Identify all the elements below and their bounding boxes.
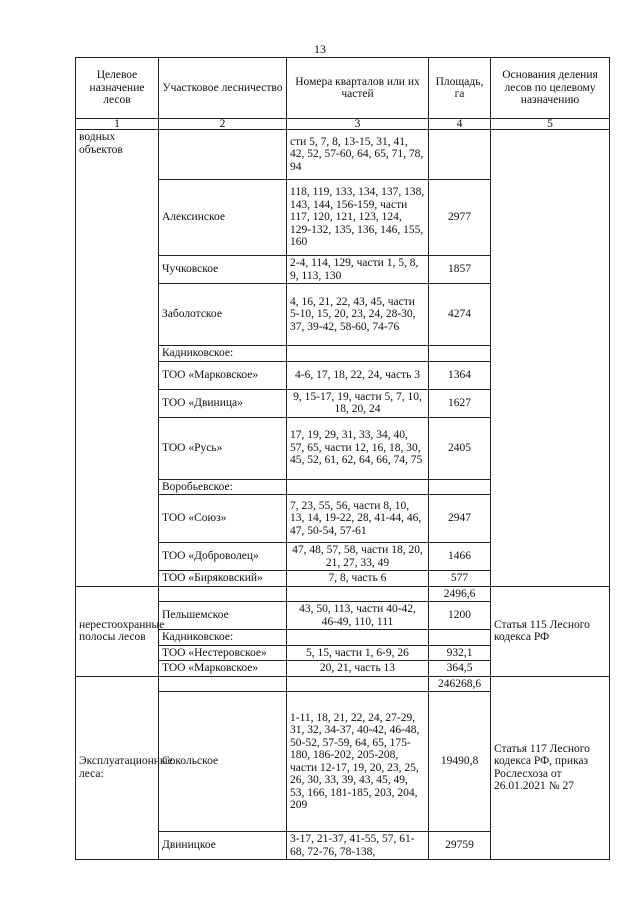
column-number-row — [76, 119, 610, 130]
area-cell: 19490,8 — [429, 692, 491, 832]
header-basis: Основания деления лесов по целевому назначению — [491, 58, 610, 119]
quarters-cell: сти 5, 7, 8, 13-15, 31, 41, 42, 52, 57-60, 64, 65, 71, 78, 94 — [287, 130, 429, 180]
area-cell: 2405 — [429, 417, 491, 479]
quarters-cell — [287, 676, 429, 692]
district-cell: Кадниковское: — [159, 346, 287, 362]
quarters-cell: 20, 21, часть 13 — [287, 661, 429, 677]
area-cell — [429, 630, 491, 646]
quarters-cell: 43, 50, 113, части 40-42, 46-49, 110, 111 — [287, 602, 429, 630]
quarters-cell — [287, 630, 429, 646]
header-purpose: Целевое назначение лесов — [76, 58, 159, 119]
area-cell: 4274 — [429, 284, 491, 346]
column-number: 1 — [76, 119, 159, 130]
area-total-cell: 246268,6 — [429, 676, 491, 692]
district-cell: ТОО «Нестеровское» — [159, 645, 287, 661]
header-quarters: Номера кварталов или их частей — [287, 58, 429, 119]
quarters-cell: 7, 8, часть 6 — [287, 571, 429, 587]
district-cell: ТОО «Двиница» — [159, 389, 287, 417]
district-cell: Двиницкое — [159, 832, 287, 860]
area-cell: 29759 — [429, 832, 491, 860]
district-cell: ТОО «Марковское» — [159, 361, 287, 389]
area-cell — [429, 346, 491, 362]
district-cell: Чучковское — [159, 256, 287, 284]
basis-cell: Статья 117 Лесного кодекса РФ, приказ Рослесхоза от 26.01.2021 № 27 — [491, 676, 610, 860]
quarters-cell — [287, 586, 429, 602]
district-cell: ТОО «Доброволец» — [159, 543, 287, 571]
district-cell: Заболотское — [159, 284, 287, 346]
quarters-cell — [287, 346, 429, 362]
area-cell: 1627 — [429, 389, 491, 417]
header-area: Площадь, га — [429, 58, 491, 119]
forest-purpose-table — [75, 57, 610, 860]
area-cell: 1466 — [429, 543, 491, 571]
district-cell: Кадниковское: — [159, 630, 287, 646]
area-cell: 2977 — [429, 180, 491, 256]
quarters-cell: 4-6, 17, 18, 22, 24, часть 3 — [287, 361, 429, 389]
column-number: 4 — [429, 119, 491, 130]
area-cell — [429, 130, 491, 180]
quarters-cell: 3-17, 21-37, 41-55, 57, 61-68, 72-76, 78-138, — [287, 832, 429, 860]
area-cell: 932,1 — [429, 645, 491, 661]
district-cell: Воробьевское: — [159, 479, 287, 495]
basis-cell — [491, 130, 610, 587]
quarters-cell — [287, 479, 429, 495]
purpose-cell: водных объектов — [76, 130, 159, 587]
column-number: 5 — [491, 119, 610, 130]
district-cell: Алексинское — [159, 180, 287, 256]
area-cell: 364,5 — [429, 661, 491, 677]
district-cell: Сокольское — [159, 692, 287, 832]
quarters-cell: 2-4, 114, 129, части 1, 5, 8, 9, 113, 130 — [287, 256, 429, 284]
purpose-cell: нерестоохранные полосы лесов — [76, 586, 159, 676]
quarters-cell: 1-11, 18, 21, 22, 24, 27-29, 31, 32, 34-37, 40-42, 46-48, 50-52, 57-59, 64, 65, 175-180, 186-202, 205-208, части 12-17, 19, 20, 23, 25, 26, 30, 33, 39, 43, 45, 49, 53, 166, 181-185, 203, 204, 209 — [287, 692, 429, 832]
page-number: 13 — [314, 42, 326, 56]
purpose-cell: Эксплуатационные леса: — [76, 676, 159, 860]
table-row — [76, 586, 610, 602]
header-district: Участковое лесничество — [159, 58, 287, 119]
district-cell — [159, 130, 287, 180]
quarters-cell: 9, 15-17, 19, части 5, 7, 10, 18, 20, 24 — [287, 389, 429, 417]
district-cell: ТОО «Союз» — [159, 495, 287, 543]
district-cell — [159, 676, 287, 692]
quarters-cell: 7, 23, 55, 56, части 8, 10, 13, 14, 19-22, 28, 41-44, 46, 47, 50-54, 57-61 — [287, 495, 429, 543]
area-cell: 2947 — [429, 495, 491, 543]
table-row — [76, 130, 610, 180]
table-header-row — [76, 58, 610, 119]
area-cell: 1857 — [429, 256, 491, 284]
quarters-cell: 5, 15, части 1, 6-9, 26 — [287, 645, 429, 661]
column-number: 3 — [287, 119, 429, 130]
district-cell — [159, 586, 287, 602]
area-total-cell: 2496,6 — [429, 586, 491, 602]
area-cell — [429, 479, 491, 495]
area-cell: 1364 — [429, 361, 491, 389]
district-cell: ТОО «Марковское» — [159, 661, 287, 677]
district-cell: ТОО «Биряковский» — [159, 571, 287, 587]
quarters-cell: 17, 19, 29, 31, 33, 34, 40, 57, 65, части 12, 16, 18, 30, 45, 52, 61, 62, 64, 66, 74, 75 — [287, 417, 429, 479]
table-row — [76, 676, 610, 692]
quarters-cell: 47, 48, 57, 58, части 18, 20, 21, 27, 33, 49 — [287, 543, 429, 571]
quarters-cell: 4, 16, 21, 22, 43, 45, части 5-10, 15, 20, 23, 24, 28-30, 37, 39-42, 58-60, 74-76 — [287, 284, 429, 346]
basis-cell: Статья 115 Лесного кодекса РФ — [491, 586, 610, 676]
district-cell: Пельшемское — [159, 602, 287, 630]
area-cell: 577 — [429, 571, 491, 587]
district-cell: ТОО «Русь» — [159, 417, 287, 479]
column-number: 2 — [159, 119, 287, 130]
quarters-cell: 118, 119, 133, 134, 137, 138, 143, 144, 156-159, части 117, 120, 121, 123, 124, 129-132, 135, 136, 146, 155, 160 — [287, 180, 429, 256]
area-cell: 1200 — [429, 602, 491, 630]
